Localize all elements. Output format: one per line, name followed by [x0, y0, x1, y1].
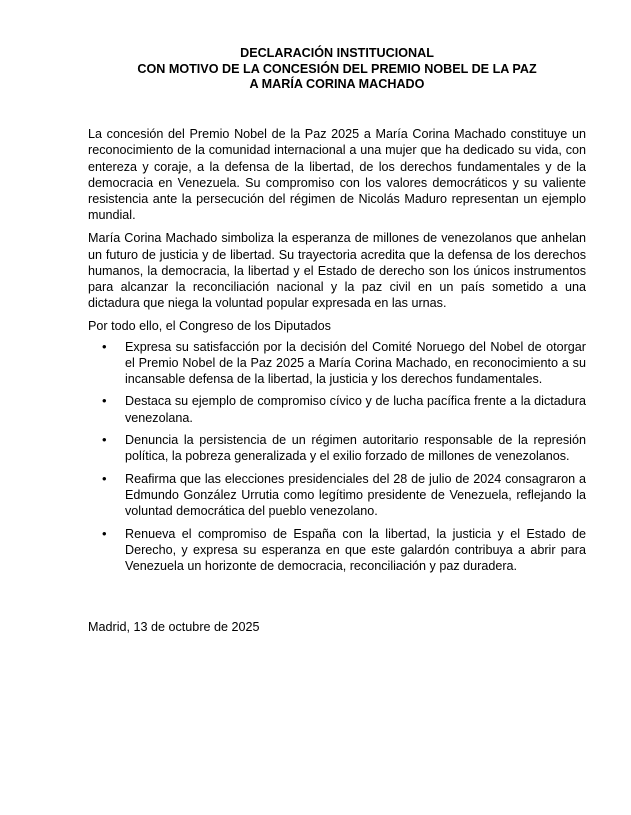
resolution-points [88, 339, 586, 575]
bullet-icon: • [102, 470, 107, 486]
document-body [88, 126, 586, 580]
title-line-3: A MARÍA CORINA MACHADO [249, 77, 425, 92]
document-date: Madrid, 13 de octubre de 2025 [88, 620, 260, 634]
resolution-intro: Por todo ello, el Congreso de los Diputados [88, 319, 331, 334]
paragraph-2: María Corina Machado simboliza la esperanza de millones de venezolanos que anhelan un futuro de justicia y de libertad. Su trayectoria acredita que la defensa de los derechos humanos, la democracia, la libertad y el Estado de derecho son los únicos instrumentos para alcanzar la reconciliación nacional y la paz civil en un país sometido a una dictadura que niega la voluntad popular expresada en las urnas. [88, 231, 586, 311]
list-item-text: Reafirma que las elecciones presidenciales del 28 de julio de 2024 consagraron a Edmundo González Urrutia como legítimo presidente de Venezuela, reflejando la voluntad democrática del pueblo venezolano. [125, 471, 586, 519]
list-item [88, 393, 586, 426]
list-item [88, 526, 586, 575]
title-line-2: CON MOTIVO DE LA CONCESIÓN DEL PREMIO NOBEL DE LA PAZ [137, 61, 537, 76]
list-item-text: Renueva el compromiso de España con la libertad, la justicia y el Estado de Derecho, y expresa su esperanza en que este galardón contribuya a abrir para Venezuela un horizonte de democracia, reconciliación y paz duradera. [125, 526, 586, 574]
bullet-icon: • [102, 525, 107, 541]
bullet-icon: • [102, 432, 107, 448]
paragraph-1: La concesión del Premio Nobel de la Paz 2025 a María Corina Machado constituye un reconocimiento de la comunidad internacional a una mujer que ha dedicado su vida, con entereza y coraje, a la defensa de la libertad, de los derechos fundamentales y de la democracia en Venezuela. Su compromiso con los valores democráticos y su valiente resistencia ante la persecución del régimen de Nicolás Maduro representan un ejemplo mundial. [88, 127, 586, 223]
list-item [88, 432, 586, 465]
list-item [88, 339, 586, 388]
list-item-text: Destaca su ejemplo de compromiso cívico y de lucha pacífica frente a la dictadura venezolana. [125, 394, 586, 425]
bullet-icon: • [102, 393, 107, 409]
title-line-1: DECLARACIÓN INSTITUCIONAL [240, 46, 434, 60]
bullet-icon: • [102, 338, 107, 354]
list-item-text: Expresa su satisfacción por la decisión del Comité Noruego del Nobel de otorgar el Premio Nobel de la Paz 2025 a María Corina Machado, en reconocimiento a su incansable defensa de la libertad, la justicia y los derechos fundamentales. [125, 339, 586, 387]
list-item [88, 471, 586, 520]
document-title [60, 46, 614, 93]
list-item-text: Denuncia la persistencia de un régimen autoritario responsable de la represión política, la pobreza generalizada y el exilio forzado de millones de venezolanos. [125, 433, 586, 464]
